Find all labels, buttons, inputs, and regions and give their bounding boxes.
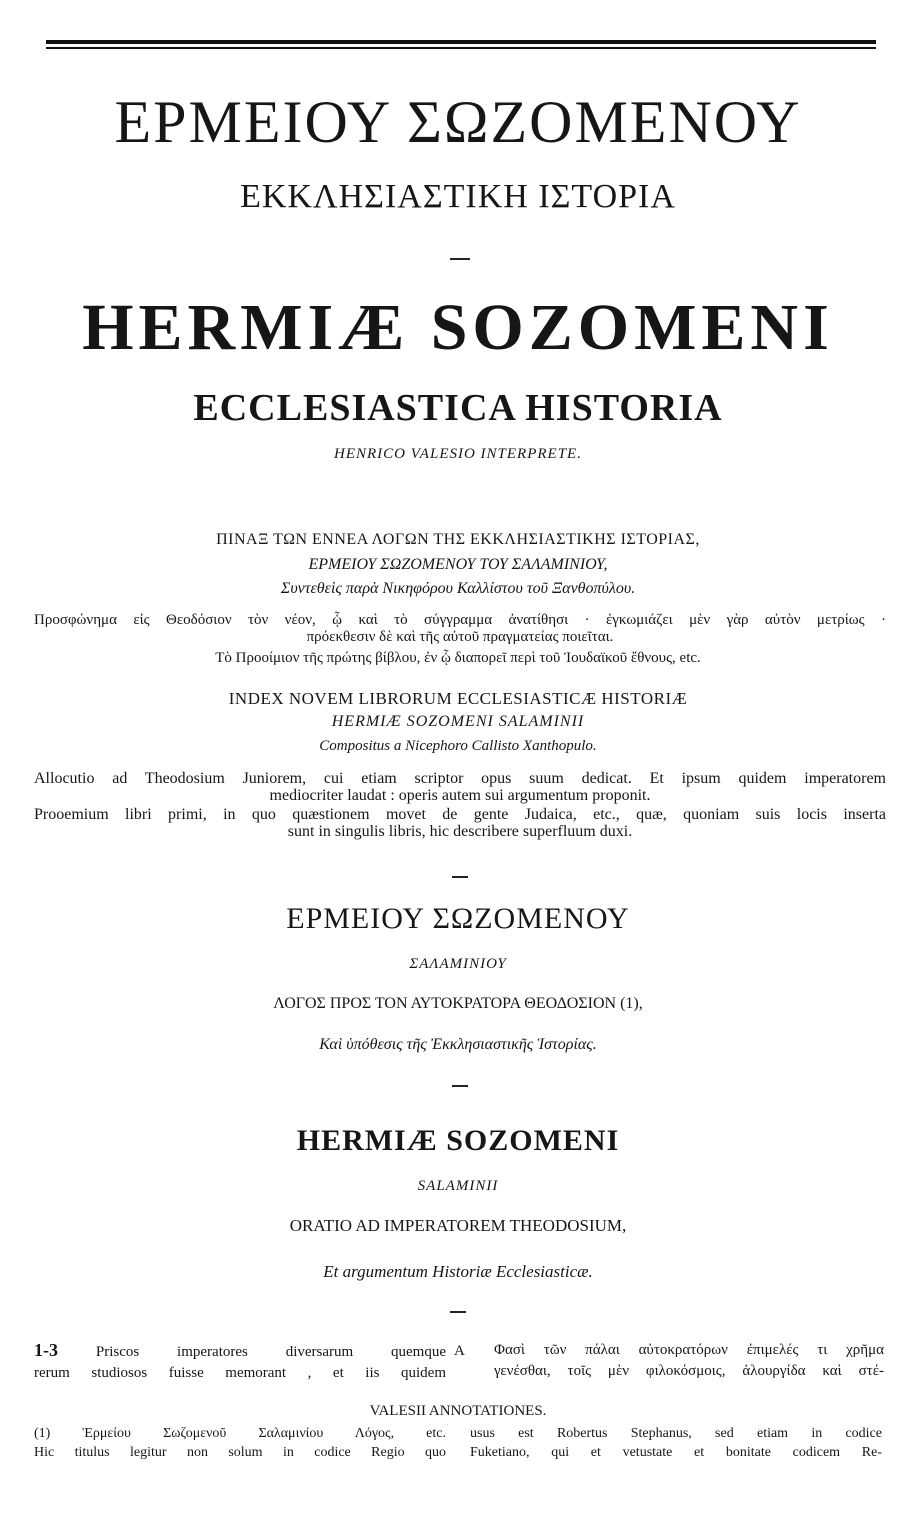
body-left-line-1: 1-3 Priscos imperatores diversarum quemque [34, 1340, 447, 1360]
latin-index-para1-line2: mediocriter laudat : operis autem sui argumentum proponit. [269, 787, 651, 804]
latin-index-compiler: Compositus a Nicephoro Callisto Xanthopulo. [319, 738, 597, 754]
greek-index-author: ΕΡΜΕΙΟΥ ΣΩΖΟΜΕΝΟΥ ΤΟΥ ΣΑΛΑΜΙΝΙΟΥ, [308, 556, 608, 573]
latin-oration-heading: ORATIO AD IMPERATOREM THEODOSIUM, [289, 1216, 627, 1235]
latin-oration-origin: SALAMINII [417, 1178, 499, 1194]
greek-oration-heading: ΛΟΓΟΣ ΠΡΟΣ ΤΟΝ ΑΥΤΟΚΡΑΤΟΡΑ ΘΕΟΔΟΣΙΟΝ (1), [273, 995, 643, 1012]
latin-index-author: HERMIÆ SOZOMENI SALAMINII [331, 713, 585, 730]
annotations-left-line-2: Hic titulus legitur non solum in codice Regio quo [34, 1445, 446, 1460]
separator-dash [452, 1085, 468, 1087]
latin-index-para1-line1: Allocutio ad Theodosium Juniorem, cui etiam scriptor opus suum dedicat. Et ipsum quidem imperatorem [34, 770, 886, 787]
greek-oration-subheading: Καὶ ὑπόθεσις τῆς Ἐκκλησιαστικῆς Ἱστορίας. [319, 1036, 597, 1053]
latin-index-para2-line2: sunt in singulis libris, hic describere superfluum duxi. [287, 823, 633, 840]
annotations-right-column [470, 1424, 882, 1462]
greek-index-para1-line1: Προσφώνημα εἰς Θεοδόσιον τὸν νέον, ᾧ καὶ τὸ σύγγραμμα ἀνατίθησι · ἐγκωμιάζει μὲν γὰρ αὐτὸν μετρίως · [34, 612, 886, 628]
latin-oration-subheading: Et argumentum Historiæ Ecclesiasticæ. [323, 1262, 593, 1281]
section-number-marker: 1-3 [34, 1340, 58, 1360]
greek-index-para1-line2: πρόεκθεσιν δὲ καὶ τῆς αὐτοῦ πραγματείας ποιεῖται. [306, 629, 614, 645]
title-greek: ΕΡΜΕΙΟΥ ΣΩΖΟΜΕΝΟΥ [114, 89, 802, 155]
latin-oration-title: HERMIÆ SOZOMENI [296, 1124, 620, 1157]
annotations-heading: VALESII ANNOTATIONES. [369, 1403, 547, 1419]
latin-index-heading: INDEX NOVEM LIBRORUM ECCLESIASTICÆ HISTORIÆ [228, 689, 688, 708]
latin-index-para2-line1: Prooemium libri primi, in quo quæstionem movet de gente Judaica, etc., quæ, quoniam suis locis inserta [34, 806, 886, 823]
header-rule-thick [46, 40, 876, 44]
separator-dash [452, 876, 468, 878]
annotations-right-line-2: Fuketiano, qui et vetustate et bonitate codicem Re- [470, 1445, 882, 1460]
interpreter-line: HENRICO VALESIO INTERPRETE. [334, 446, 582, 462]
greek-oration-title: ΕΡΜΕΙΟΥ ΣΩΖΟΜΕΝΟΥ [286, 902, 630, 935]
separator-dash [450, 258, 470, 260]
body-right-line-2: γενέσθαι, τοῖς μὲν φιλοκόσμοις, ἁλουργίδα καὶ στέ- [494, 1363, 884, 1379]
body-left-line-2: rerum studiosos fuisse memorant , et iis quidem [34, 1365, 446, 1381]
section-letter-marker: A [454, 1343, 465, 1359]
separator-dash [450, 1311, 466, 1313]
greek-index-paragraph-1 [34, 612, 886, 646]
subtitle-latin: ECCLESIASTICA HISTORIA [193, 387, 723, 429]
greek-oration-origin: ΣΑΛΑΜΙΝΙΟΥ [409, 956, 507, 972]
subtitle-greek: ΕΚΚΛΗΣΙΑΣΤΙΚΗ ΙΣΤΟΡΙΑ [240, 178, 676, 215]
greek-index-heading: ΠΙΝΑΞ ΤΩΝ ΕΝΝΕΑ ΛΟΓΩΝ ΤΗΣ ΕΚΚΛΗΣΙΑΣΤΙΚΗΣ ΙΣΤΟΡΙΑΣ, [216, 531, 700, 548]
title-latin: HERMIÆ SOZOMENI [82, 291, 834, 364]
annotations-right-line-1: usus est Robertus Stephanus, sed etiam in codice [470, 1426, 882, 1441]
header-rule-thin [46, 47, 876, 49]
body-right-column [494, 1340, 884, 1382]
greek-index-paragraph-2: Τὸ Προοίμιον τῆς πρώτης βίβλου, ἐν ᾧ διαπορεῖ περὶ τοῦ Ἰουδαϊκοῦ ἔθνους, etc. [215, 650, 701, 666]
body-right-line-1: Φασὶ τῶν πάλαι αὐτοκρατόρων ἐπιμελές τι χρῆμα [494, 1342, 884, 1358]
body-left-column [34, 1340, 446, 1384]
latin-index-paragraph-2 [34, 806, 886, 840]
annotations-left-column [34, 1424, 446, 1462]
annotations-left-line-1: (1) Ἑρμείου Σωζομενοῦ Σαλαμινίου Λόγος, etc. [34, 1426, 446, 1441]
latin-index-paragraph-1 [34, 770, 886, 804]
greek-index-compiler: Συντεθεὶς παρὰ Νικηφόρου Καλλίστου τοῦ Ξανθοπύλου. [280, 580, 636, 597]
